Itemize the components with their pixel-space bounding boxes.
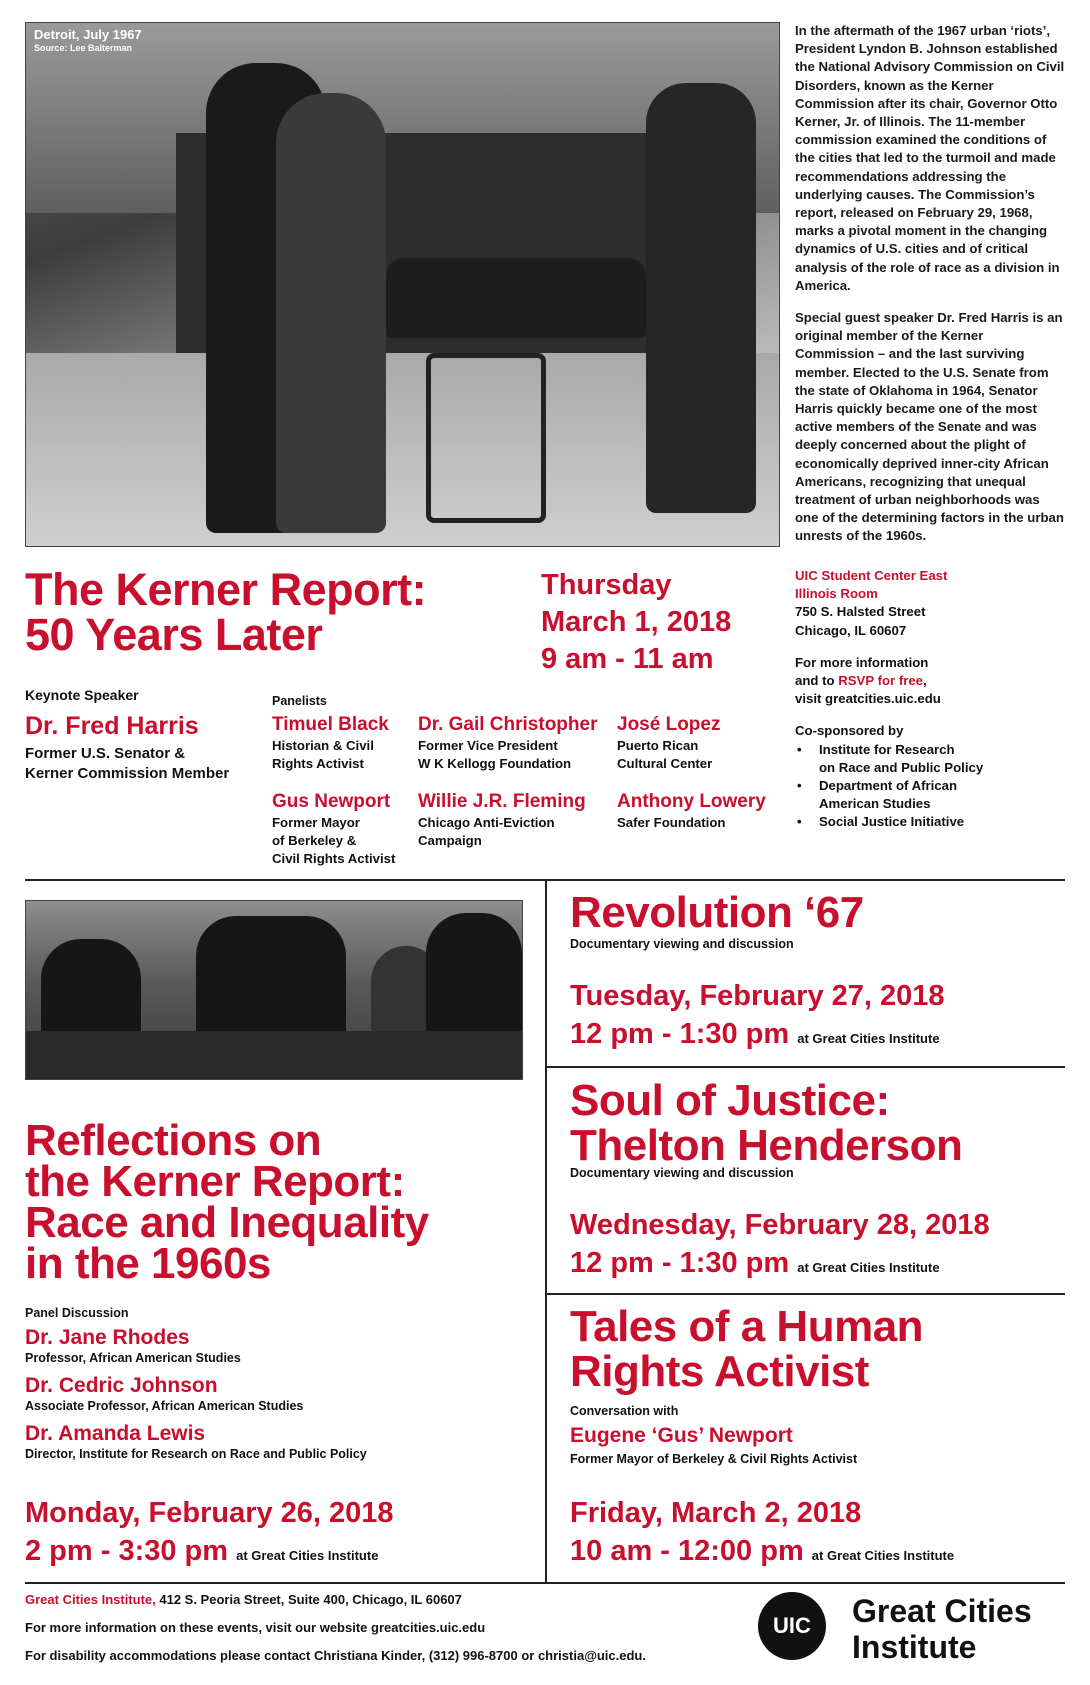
keynote-label: Keynote Speaker bbox=[25, 687, 139, 703]
keynote-name: Dr. Fred Harris bbox=[25, 712, 199, 740]
cosponsor-label: Co-sponsored by bbox=[795, 723, 904, 739]
photo-caption-source: Source: Lee Balterman bbox=[34, 43, 133, 53]
venue-info bbox=[795, 567, 1065, 832]
footer-disability: For disability accommodations please contact Christiana Kinder, (312) 996-8700 or christia@uic.edu. bbox=[25, 1648, 646, 1663]
panelists-label: Panelists bbox=[272, 694, 327, 708]
footer-divider bbox=[25, 1582, 1065, 1584]
rsvp-link[interactable]: RSVP for free bbox=[838, 673, 924, 689]
panelist-name: José Lopez bbox=[617, 714, 721, 735]
reflections-time: 2 pm - 3:30 pm at Great Cities Institute bbox=[25, 1535, 379, 1567]
event-divider bbox=[545, 1293, 1065, 1295]
reflections-title: Reflections on the Kerner Report: Race and Inequality in the 1960s bbox=[25, 1116, 429, 1288]
main-event-title bbox=[25, 564, 505, 660]
event-time: 12 pm - 1:30 pm at Great Cities Institute bbox=[570, 1018, 940, 1050]
speaker bbox=[25, 1374, 495, 1415]
reflections-location: at Great Cities Institute bbox=[236, 1548, 379, 1563]
intro-text bbox=[795, 22, 1065, 560]
event-title-tales: Tales of a Human Rights Activist bbox=[570, 1302, 924, 1396]
event-speaker-title: Former Mayor of Berkeley & Civil Rights Activist bbox=[570, 1452, 858, 1466]
venue-street: 750 S. Halsted Street bbox=[795, 604, 926, 620]
event-divider bbox=[545, 1066, 1065, 1068]
panelist: Anthony Lowery Safer Foundation bbox=[617, 790, 802, 832]
event-title-revolution: Revolution ‘67 bbox=[570, 888, 864, 937]
panelist: Timuel Black Historian & Civil Rights Activist bbox=[272, 713, 457, 773]
panelist: Willie J.R. Fleming Chicago Anti-Eviction Campaign bbox=[418, 790, 603, 850]
speaker-title: Associate Professor, African American Studies bbox=[25, 1399, 304, 1413]
cosponsor-item: • Social Justice Initiative bbox=[797, 814, 965, 830]
event-subtitle: Conversation with bbox=[570, 1404, 679, 1418]
panelist-name: Willie J.R. Fleming bbox=[418, 791, 586, 812]
info-line-3[interactable]: visit greatcities.uic.edu bbox=[795, 691, 941, 707]
speaker-title: Director, Institute for Research on Race and Public Policy bbox=[25, 1447, 367, 1461]
panelist: José Lopez Puerto Rican Cultural Center bbox=[617, 713, 802, 773]
intro-paragraph-1: In the aftermath of the 1967 urban ‘riots’, President Lyndon B. Johnson established the National Advisory Commission on Civil Disorders, known as the Kerner Commission after its chair, Governor Otto Kerner, Jr. of Illinois. The 11-member commission examined the conditions of the cities that led to the turmoil and made recommendations addressing the underlying causes. The Commission’s report, released on February 29, 1968, marks a pivotal moment in the changing dynamics of U.S. cities and of critical analysis of the role of race as a division in America. bbox=[795, 23, 1065, 293]
reflections-date: Monday, February 26, 2018 bbox=[25, 1497, 394, 1529]
panelist-name: Dr. Gail Christopher bbox=[418, 714, 598, 735]
speaker bbox=[25, 1326, 495, 1367]
main-event-time: 9 am - 11 am bbox=[541, 643, 714, 675]
intro-paragraph-2: Special guest speaker Dr. Fred Harris is an original member of the Kerner Commission – and the last surviving member. Elected to the U.S. Senate from the state of Oklahoma in 1964, Senator Harris quickly became one of the most active members of the Senate and was deeply concerned about the plight of economically deprived inner-city African Americans, recognizing that unequal treatment of urban neighborhoods was one of the determining factors in the urban unrests of the 1960s. bbox=[795, 310, 1064, 544]
photo-caption-title: Detroit, July 1967 bbox=[34, 27, 142, 42]
info-line-1: For more information bbox=[795, 654, 929, 670]
event-speaker-name: Eugene ‘Gus’ Newport bbox=[570, 1424, 793, 1447]
panelist: Gus Newport Former Mayor of Berkeley & Civil Rights Activist bbox=[272, 790, 457, 868]
uic-logo-icon: UIC bbox=[758, 1592, 826, 1660]
panelist-name: Timuel Black bbox=[272, 714, 389, 735]
panelist: Dr. Gail Christopher Former Vice President W K Kellogg Foundation bbox=[418, 713, 603, 773]
footer-address: Great Cities Institute, 412 S. Peoria Street, Suite 400, Chicago, IL 60607 bbox=[25, 1592, 462, 1607]
main-title-line-1: The Kerner Report: bbox=[25, 564, 427, 615]
detroit-photo bbox=[25, 22, 780, 547]
event-subtitle: Documentary viewing and discussion bbox=[570, 1166, 794, 1180]
column-divider bbox=[545, 879, 547, 1584]
event-location: at Great Cities Institute bbox=[811, 1548, 955, 1563]
main-event-day: Thursday bbox=[541, 569, 672, 601]
event-date: Tuesday, February 27, 2018 bbox=[570, 980, 945, 1012]
info-line-2: and to RSVP for free, bbox=[795, 673, 927, 689]
panelist-name: Anthony Lowery bbox=[617, 791, 766, 812]
event-time: 12 pm - 1:30 pm at Great Cities Institute bbox=[570, 1247, 940, 1279]
commission-photo bbox=[25, 900, 523, 1080]
speaker-name: Dr. Cedric Johnson bbox=[25, 1374, 218, 1397]
cosponsor-item: • Department of African American Studies bbox=[797, 778, 957, 812]
footer-more-info: For more information on these events, visit our website greatcities.uic.edu bbox=[25, 1620, 486, 1635]
main-event-datetime bbox=[541, 567, 731, 678]
great-cities-logo-text: Great Cities Institute bbox=[852, 1593, 1032, 1665]
event-date: Wednesday, February 28, 2018 bbox=[570, 1209, 990, 1241]
panel-discussion-label: Panel Discussion bbox=[25, 1306, 129, 1320]
panelist-name: Gus Newport bbox=[272, 791, 391, 812]
main-event-date: March 1, 2018 bbox=[541, 606, 732, 638]
venue-room: Illinois Room bbox=[795, 586, 878, 602]
keynote-title: Former U.S. Senator & Kerner Commission Member bbox=[25, 745, 230, 782]
main-title-line-2: 50 Years Later bbox=[25, 609, 323, 660]
speaker bbox=[25, 1422, 495, 1463]
venue-city: Chicago, IL 60607 bbox=[795, 622, 907, 638]
event-subtitle: Documentary viewing and discussion bbox=[570, 937, 794, 951]
cosponsor-item: • Institute for Research on Race and Public Policy bbox=[797, 741, 984, 775]
speaker-title: Professor, African American Studies bbox=[25, 1351, 241, 1365]
event-time: 10 am - 12:00 pm at Great Cities Institute bbox=[570, 1535, 955, 1567]
event-title-soul-of-justice: Soul of Justice: Thelton Henderson bbox=[570, 1076, 963, 1170]
speaker-name: Dr. Amanda Lewis bbox=[25, 1422, 206, 1445]
event-location: at Great Cities Institute bbox=[797, 1031, 940, 1046]
event-location: at Great Cities Institute bbox=[797, 1260, 940, 1275]
speaker-name: Dr. Jane Rhodes bbox=[25, 1326, 190, 1349]
cosponsor-list bbox=[795, 741, 1065, 832]
venue-name: UIC Student Center East bbox=[795, 568, 948, 583]
event-date: Friday, March 2, 2018 bbox=[570, 1497, 862, 1529]
